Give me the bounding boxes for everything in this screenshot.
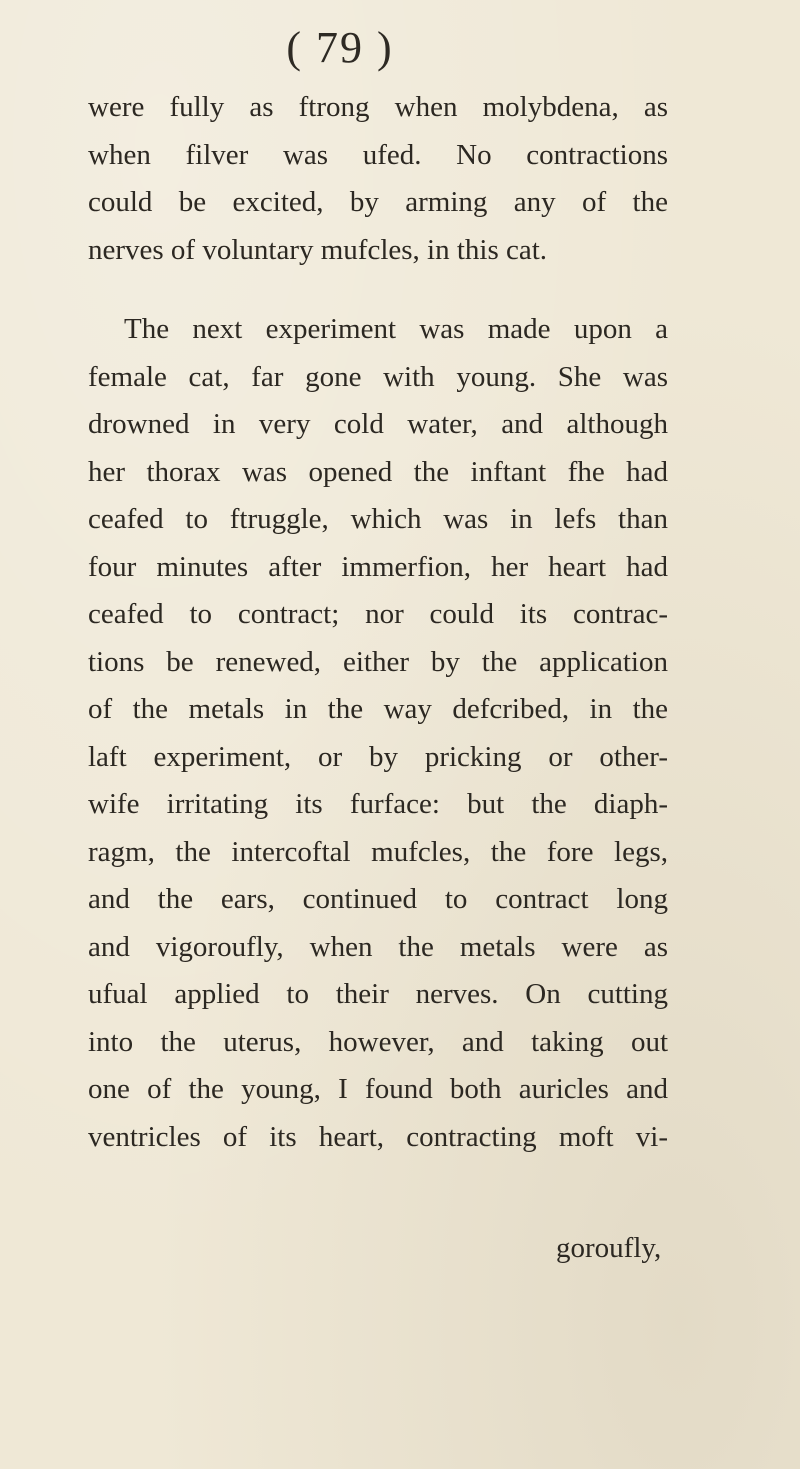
- text-line: four minutes after immerfion, her heart had: [88, 550, 668, 583]
- text-line: laft experiment, or by pricking or other-: [88, 740, 668, 773]
- text-line: ceafed to ftruggle, which was in lefs than: [88, 503, 668, 535]
- text-line: ventricles of its heart, contracting moft vi-: [88, 1120, 668, 1153]
- paragraph-2: [88, 306, 668, 1161]
- text-line: ufual applied to their nerves. On cutting: [88, 978, 668, 1010]
- text-line: and vigoroufly, when the metals were as: [88, 930, 668, 963]
- text-line: female cat, far gone with young. She was: [88, 360, 668, 393]
- text-line: into the uterus, however, and taking out: [88, 1025, 668, 1058]
- text-line: ceafed to contract; nor could its contrac-: [88, 598, 668, 630]
- text-line: her thorax was opened the inftant fhe had: [88, 455, 668, 488]
- text-line: ragm, the intercoftal mufcles, the fore legs,: [88, 835, 668, 868]
- text-line: of the metals in the way defcribed, in the: [88, 693, 668, 725]
- text-line: were fully as ftrong when molybdena, as: [88, 91, 668, 123]
- text-line: wife irritating its furface: but the diaph-: [88, 788, 668, 820]
- text-line: when filver was ufed. No contractions: [88, 138, 668, 171]
- paragraph-1: [88, 84, 668, 274]
- text-line: The next experiment was made upon a: [124, 313, 668, 345]
- catchword: goroufly,: [556, 1232, 662, 1264]
- text-line: nerves of voluntary mufcles, in this cat.: [88, 233, 548, 266]
- text-line: could be excited, by arming any of the: [88, 186, 668, 218]
- page-number: ( 79 ): [286, 23, 394, 72]
- text-line: one of the young, I found both auricles and: [88, 1073, 668, 1105]
- text-line: and the ears, continued to contract long: [88, 883, 668, 915]
- text-line: tions be renewed, either by the application: [88, 645, 668, 678]
- text-line: drowned in very cold water, and although: [88, 408, 668, 440]
